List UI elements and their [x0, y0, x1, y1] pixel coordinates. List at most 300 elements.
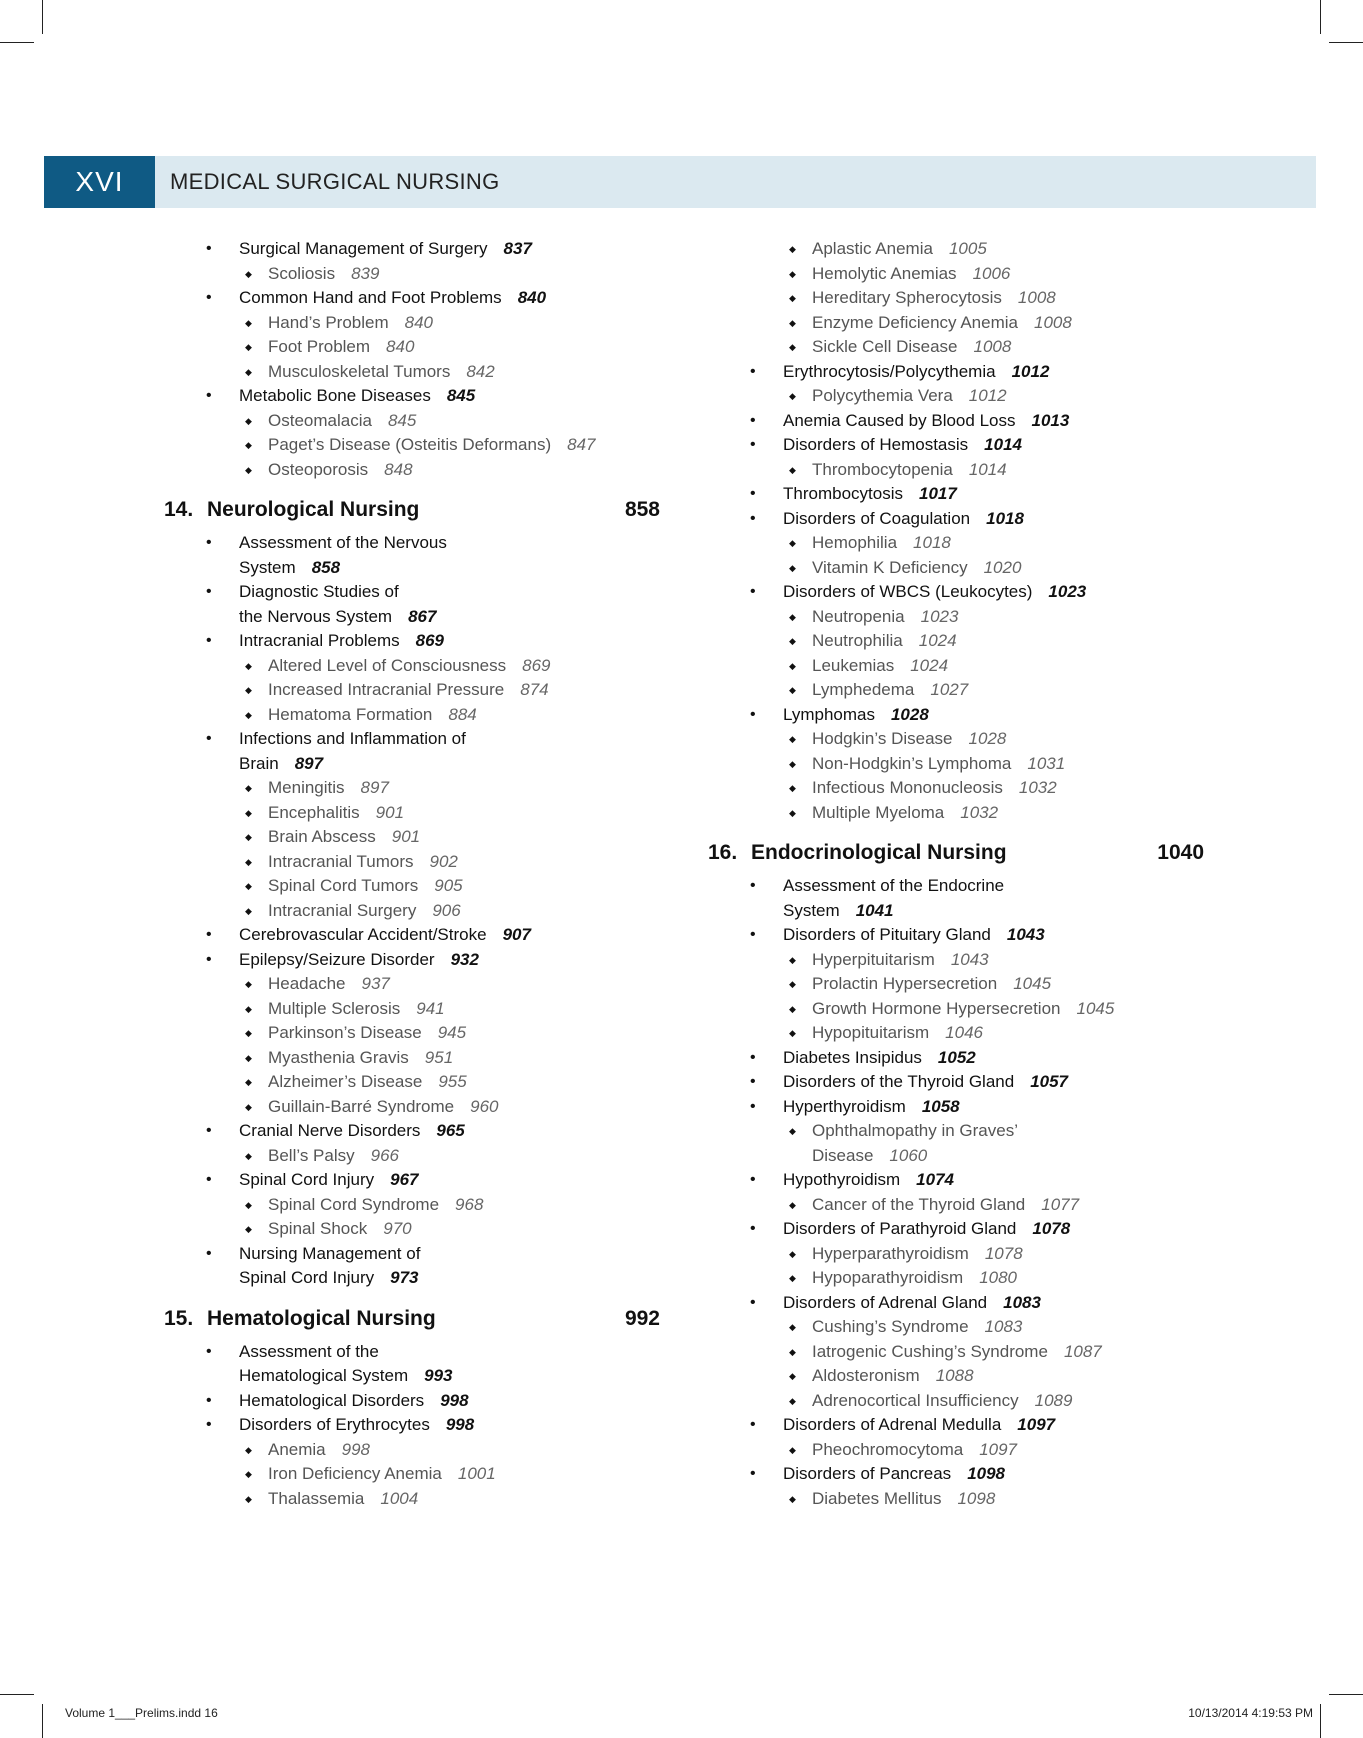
- entry-page: 1024: [910, 655, 949, 675]
- entry-title: Disorders of Pituitary Gland: [783, 925, 991, 944]
- entry-title: Adrenocortical Insufficiency: [812, 1390, 1019, 1410]
- entry-page: 905: [434, 876, 463, 895]
- entry-page: 847: [567, 435, 596, 454]
- entry-page: 970: [383, 1219, 412, 1238]
- toc-entry: [164, 556, 724, 581]
- toc-subentry: [708, 1364, 1268, 1389]
- entry-page: 968: [455, 1194, 484, 1214]
- entry-title: Infectious Mononucleosis: [812, 778, 1003, 797]
- entry-title: Diagnostic Studies of: [239, 582, 399, 601]
- toc-entry: [708, 507, 1268, 532]
- crop-mark: [0, 42, 34, 43]
- entry-title: Hyperthyroidism: [783, 1096, 906, 1116]
- entry-title: Bell’s Palsy: [268, 1145, 355, 1165]
- entry-title: Scoliosis: [268, 263, 336, 283]
- entry-page: 1097: [1017, 1415, 1056, 1434]
- toc-subentry: [708, 1438, 1268, 1463]
- entry-title: Hyperpituitarism: [812, 949, 935, 969]
- toc-subentry: [164, 678, 724, 703]
- crop-mark: [1329, 42, 1363, 43]
- toc-entry: [708, 1217, 1268, 1242]
- entry-title: Thrombocytosis: [783, 484, 903, 503]
- toc-entry: [164, 629, 724, 654]
- entry-title: Disorders of WBCS (Leukocytes): [783, 582, 1033, 601]
- toc-entry: [708, 1046, 1268, 1071]
- entry-title: Neutrophilia: [812, 631, 903, 650]
- entry-title: Musculoskeletal Tumors: [268, 361, 451, 381]
- entry-page: 897: [360, 778, 389, 797]
- entry-page: 955: [438, 1072, 467, 1091]
- entry-title: Thalassemia: [268, 1488, 365, 1508]
- entry-page: 874: [520, 680, 549, 699]
- toc-subentry: [708, 1144, 1268, 1169]
- entry-title: Osteoporosis: [268, 459, 369, 479]
- entry-page: 960: [470, 1096, 499, 1116]
- entry-page: 1077: [1041, 1194, 1080, 1214]
- toc-subentry: [708, 1315, 1268, 1340]
- entry-page: 945: [437, 1023, 467, 1042]
- entry-title: Vitamin K Deficiency: [812, 557, 968, 577]
- entry-title: Intracranial Tumors: [268, 851, 414, 871]
- crop-mark: [42, 0, 43, 34]
- toc-subentry: [708, 997, 1268, 1022]
- entry-page: 966: [370, 1145, 399, 1165]
- entry-title: Cranial Nerve Disorders: [239, 1121, 421, 1140]
- entry-page: 1078: [1032, 1219, 1071, 1238]
- toc-subentry: [708, 776, 1268, 801]
- toc-subentry: [164, 1021, 724, 1046]
- chapter-page: 992: [624, 1306, 660, 1330]
- toc-subentry: [708, 384, 1268, 409]
- entry-page: 1078: [984, 1243, 1023, 1263]
- toc-subentry: [164, 1144, 724, 1169]
- toc-entry: [708, 580, 1268, 605]
- entry-page: 1057: [1030, 1072, 1069, 1091]
- entry-title: Hypothyroidism: [783, 1170, 901, 1189]
- entry-title: Iron Deficiency Anemia: [268, 1464, 442, 1483]
- toc-column-left: [164, 237, 724, 1511]
- chapter-page: 1040: [1157, 841, 1204, 864]
- entry-title: Cushing’s Syndrome: [812, 1317, 969, 1336]
- entry-page: 1001: [457, 1464, 496, 1483]
- entry-page: 1041: [855, 900, 894, 920]
- toc-subentry: [708, 1119, 1268, 1144]
- entry-page: 867: [408, 606, 437, 626]
- running-title: MEDICAL SURGICAL NURSING: [170, 169, 500, 194]
- toc-subentry: [708, 311, 1268, 336]
- entry-title: Myasthenia Gravis: [268, 1047, 409, 1067]
- entry-title: Neutropenia: [812, 606, 905, 626]
- entry-title: Assessment of the Nervous: [239, 533, 447, 552]
- toc-subentry: [164, 409, 724, 434]
- entry-title: Encephalitis: [268, 802, 360, 822]
- toc-subentry: [708, 1487, 1268, 1512]
- entry-page: 1045: [1013, 974, 1052, 993]
- toc-subentry: [164, 1438, 724, 1463]
- file-slug: Volume 1___Prelims.indd 16: [65, 1706, 218, 1720]
- toc-subentry: [164, 1046, 724, 1071]
- toc-subentry: [708, 1193, 1268, 1218]
- toc-subentry: [708, 531, 1268, 556]
- entry-title: Multiple Myeloma: [812, 802, 945, 822]
- toc-entry: [708, 899, 1268, 924]
- toc-subentry: [708, 948, 1268, 973]
- entry-title: Surgical Management of Surgery: [239, 239, 488, 258]
- entry-page: 840: [386, 337, 415, 356]
- entry-page: 869: [522, 655, 551, 675]
- entry-page: 932: [450, 949, 479, 969]
- toc-entry: [164, 286, 724, 311]
- toc-entry: [164, 531, 724, 556]
- entry-page: 1045: [1076, 998, 1115, 1018]
- entry-page: 1020: [983, 557, 1022, 577]
- entry-page: 1089: [1034, 1390, 1073, 1410]
- entry-title: Iatrogenic Cushing’s Syndrome: [812, 1341, 1048, 1361]
- entry-title: Intracranial Problems: [239, 631, 400, 650]
- chapter-heading: [708, 839, 1204, 867]
- crop-mark: [1320, 0, 1321, 34]
- toc-entry: [708, 1168, 1268, 1193]
- entry-title: Disorders of Pancreas: [783, 1464, 952, 1483]
- entry-page: 840: [404, 312, 434, 332]
- entry-title: Hereditary Spherocytosis: [812, 288, 1002, 307]
- entry-page: 1017: [918, 484, 957, 503]
- toc-subentry: [164, 433, 724, 458]
- toc-subentry: [164, 1095, 724, 1120]
- entry-title: System: [239, 557, 296, 577]
- toc-entry: [708, 409, 1268, 434]
- entry-title: Epilepsy/Seizure Disorder: [239, 949, 435, 969]
- entry-page: 1032: [1018, 778, 1057, 797]
- toc-subentry: [164, 360, 724, 385]
- toc-subentry: [708, 629, 1268, 654]
- toc-subentry: [164, 1487, 724, 1512]
- toc-entry: [708, 874, 1268, 899]
- toc-subentry: [164, 1193, 724, 1218]
- entry-page: 1023: [1048, 582, 1087, 601]
- crop-mark: [1329, 1694, 1363, 1695]
- toc-entry: [164, 580, 724, 605]
- toc-entry: [164, 1364, 724, 1389]
- entry-title: Brain: [239, 753, 279, 773]
- entry-title: Hematological Disorders: [239, 1390, 425, 1410]
- entry-title: Non-Hodgkin’s Lymphoma: [812, 753, 1012, 773]
- toc-entry: [164, 948, 724, 973]
- entry-page: 1018: [913, 533, 951, 552]
- toc-subentry: [708, 335, 1268, 360]
- chapter-heading: [164, 1305, 660, 1333]
- toc-entry: [164, 923, 724, 948]
- entry-title: Disorders of Adrenal Medulla: [783, 1415, 1002, 1434]
- toc-subentry: [164, 262, 724, 287]
- toc-subentry: [708, 237, 1268, 262]
- toc-entry: [164, 1168, 724, 1193]
- entry-title: Parkinson’s Disease: [268, 1023, 422, 1042]
- entry-page: 839: [351, 263, 380, 283]
- entry-page: 837: [503, 239, 532, 258]
- entry-title: Alzheimer’s Disease: [268, 1072, 423, 1091]
- entry-title: Ophthalmopathy in Graves’: [812, 1121, 1018, 1140]
- crop-mark: [1320, 1704, 1321, 1738]
- chapter-title: Endocrinological Nursing: [751, 841, 1007, 864]
- entry-page: 1080: [979, 1268, 1018, 1287]
- entry-title: Altered Level of Consciousness: [268, 655, 507, 675]
- entry-title: Infections and Inflammation of: [239, 729, 466, 748]
- entry-page: 1008: [1017, 288, 1056, 307]
- toc-subentry: [164, 899, 724, 924]
- entry-page: 1043: [1006, 925, 1045, 944]
- entry-title: Disorders of Adrenal Gland: [783, 1292, 988, 1312]
- entry-title: Hyperparathyroidism: [812, 1243, 969, 1263]
- entry-title: Metabolic Bone Diseases: [239, 386, 431, 405]
- entry-title: Hematoma Formation: [268, 704, 433, 724]
- entry-title: Disorders of Parathyroid Gland: [783, 1219, 1017, 1238]
- entry-page: 1097: [979, 1439, 1018, 1459]
- chapter-number: 14.: [164, 498, 194, 521]
- entry-title: Polycythemia Vera: [812, 386, 953, 405]
- entry-page: 951: [424, 1047, 454, 1067]
- toc-entry: [164, 727, 724, 752]
- entry-page: 1083: [984, 1317, 1023, 1336]
- entry-title: Spinal Cord Injury: [239, 1268, 375, 1287]
- entry-page: 1043: [950, 949, 989, 969]
- entry-title: Hematological System: [239, 1366, 409, 1385]
- entry-page: 1024: [918, 631, 957, 650]
- entry-page: 1087: [1063, 1341, 1102, 1361]
- toc-subentry: [708, 654, 1268, 679]
- entry-page: 1074: [916, 1170, 954, 1189]
- toc-entry: [164, 1119, 724, 1144]
- toc-subentry: [164, 703, 724, 728]
- entry-title: Spinal Cord Syndrome: [268, 1194, 440, 1214]
- entry-page: 973: [390, 1268, 419, 1287]
- entry-title: Disorders of the Thyroid Gland: [783, 1072, 1015, 1091]
- toc-entry: [164, 1266, 724, 1291]
- toc-subentry: [708, 1266, 1268, 1291]
- entry-title: Diabetes Mellitus: [812, 1488, 942, 1508]
- toc-subentry: [708, 1021, 1268, 1046]
- toc-entry: [164, 1389, 724, 1414]
- toc-subentry: [164, 825, 724, 850]
- entry-page: 840: [517, 288, 547, 307]
- toc-subentry: [164, 997, 724, 1022]
- toc-subentry: [708, 286, 1268, 311]
- entry-page: 848: [384, 459, 413, 479]
- chapter-number: 16.: [708, 841, 738, 864]
- entry-page: 907: [502, 925, 531, 944]
- entry-page: 1046: [945, 1023, 983, 1042]
- entry-page: 1008: [973, 337, 1012, 356]
- toc-subentry: [708, 556, 1268, 581]
- entry-page: 1088: [935, 1366, 974, 1385]
- toc-subentry: [164, 874, 724, 899]
- entry-page: 902: [429, 851, 458, 871]
- entry-title: Hemophilia: [812, 533, 898, 552]
- entry-title: Thrombocytopenia: [812, 459, 953, 479]
- chapter-page: 858: [624, 498, 660, 521]
- page-folio: XVI: [44, 156, 155, 208]
- entry-page: 937: [361, 974, 390, 993]
- entry-page: 842: [466, 361, 495, 381]
- entry-title: Brain Abscess: [268, 827, 376, 846]
- toc-column-right: [708, 237, 1268, 1511]
- entry-page: 1031: [1027, 753, 1066, 773]
- toc-entry: [708, 433, 1268, 458]
- toc-subentry: [164, 1462, 724, 1487]
- entry-page: 1027: [930, 680, 969, 699]
- toc-subentry: [708, 972, 1268, 997]
- entry-title: Growth Hormone Hypersecretion: [812, 998, 1061, 1018]
- entry-title: Pheochromocytoma: [812, 1439, 964, 1459]
- entry-page: 884: [448, 704, 477, 724]
- entry-title: Lymphomas: [783, 704, 875, 724]
- toc-subentry: [708, 262, 1268, 287]
- toc-entry: [164, 1242, 724, 1267]
- toc-subentry: [164, 972, 724, 997]
- crop-mark: [42, 1704, 43, 1738]
- toc-subentry: [708, 1389, 1268, 1414]
- entry-page: 845: [446, 386, 476, 405]
- entry-title: Assessment of the: [239, 1341, 379, 1361]
- toc-subentry: [708, 752, 1268, 777]
- toc-entry: [708, 923, 1268, 948]
- entry-page: 1098: [967, 1464, 1006, 1483]
- entry-page: 1028: [890, 704, 929, 724]
- entry-page: 1023: [920, 606, 959, 626]
- entry-title: Disease: [812, 1145, 874, 1165]
- entry-page: 1004: [380, 1488, 419, 1508]
- toc-entry: [708, 1462, 1268, 1487]
- toc-subentry: [164, 801, 724, 826]
- toc-subentry: [164, 850, 724, 875]
- entry-title: Disorders of Hemostasis: [783, 435, 969, 454]
- entry-page: 967: [390, 1170, 419, 1189]
- crop-mark: [0, 1694, 34, 1695]
- toc-entry: [164, 384, 724, 409]
- entry-page: 1006: [972, 263, 1011, 283]
- toc-subentry: [164, 335, 724, 360]
- entry-title: Anemia: [268, 1439, 326, 1459]
- entry-page: 1058: [921, 1096, 960, 1116]
- entry-page: 1052: [937, 1047, 976, 1067]
- entry-title: Spinal Cord Tumors: [268, 876, 419, 895]
- entry-page: 901: [375, 802, 405, 822]
- entry-page: 906: [432, 900, 461, 920]
- toc-subentry: [164, 1070, 724, 1095]
- entry-title: Spinal Cord Injury: [239, 1170, 375, 1189]
- entry-page: 965: [436, 1121, 465, 1140]
- toc-subentry: [708, 1340, 1268, 1365]
- entry-title: Hand’s Problem: [268, 312, 389, 332]
- entry-title: Disorders of Coagulation: [783, 508, 971, 528]
- toc-entry: [164, 605, 724, 630]
- entry-page: 1098: [957, 1488, 996, 1508]
- entry-title: Headache: [268, 974, 346, 993]
- entry-page: 869: [415, 631, 444, 650]
- toc-subentry: [164, 654, 724, 679]
- toc-entry: [164, 1340, 724, 1365]
- entry-title: Paget’s Disease (Osteitis Deformans): [268, 435, 552, 454]
- entry-page: 1012: [1011, 361, 1050, 381]
- toc-subentry: [164, 1217, 724, 1242]
- entry-page: 1014: [968, 459, 1007, 479]
- entry-page: 897: [294, 753, 324, 773]
- entry-title: System: [783, 900, 840, 920]
- entry-page: 993: [424, 1366, 453, 1385]
- toc-entry: [708, 360, 1268, 385]
- entry-title: Intracranial Surgery: [268, 900, 417, 920]
- entry-title: Sickle Cell Disease: [812, 337, 958, 356]
- chapter-title: Neurological Nursing: [207, 498, 420, 521]
- entry-title: Lymphedema: [812, 680, 915, 699]
- entry-title: Enzyme Deficiency Anemia: [812, 312, 1018, 332]
- entry-page: 901: [391, 827, 421, 846]
- toc-subentry: [708, 605, 1268, 630]
- entry-title: Erythrocytosis/Polycythemia: [783, 361, 996, 381]
- toc-entry: [708, 1291, 1268, 1316]
- entry-title: Cerebrovascular Accident/Stroke: [239, 925, 487, 944]
- entry-page: 1013: [1031, 410, 1070, 430]
- toc-entry: [708, 1095, 1268, 1120]
- entry-title: Aldosteronism: [812, 1366, 920, 1385]
- chapter-number: 15.: [164, 1306, 194, 1330]
- entry-title: Assessment of the Endocrine: [783, 876, 1005, 895]
- toc-entry: [708, 1070, 1268, 1095]
- toc-subentry: [708, 1242, 1268, 1267]
- entry-title: Aplastic Anemia: [812, 239, 933, 258]
- toc-entry: [708, 482, 1268, 507]
- entry-title: Diabetes Insipidus: [783, 1047, 922, 1067]
- toc-entry: [708, 703, 1268, 728]
- entry-title: the Nervous System: [239, 606, 393, 626]
- entry-title: Prolactin Hypersecretion: [812, 974, 998, 993]
- entry-page: 998: [341, 1439, 371, 1459]
- toc-entry: [164, 1413, 724, 1438]
- entry-title: Nursing Management of: [239, 1243, 421, 1263]
- entry-title: Spinal Shock: [268, 1219, 368, 1238]
- entry-page: 1018: [986, 508, 1024, 528]
- entry-title: Foot Problem: [268, 337, 371, 356]
- toc-entry: [164, 237, 724, 262]
- entry-title: Osteomalacia: [268, 410, 372, 430]
- entry-page: 1028: [968, 729, 1007, 748]
- toc-entry: [708, 1413, 1268, 1438]
- toc-entry: [164, 752, 724, 777]
- entry-title: Multiple Sclerosis: [268, 998, 401, 1018]
- entry-page: 998: [440, 1390, 469, 1410]
- chapter-heading: [164, 496, 660, 524]
- chapter-title: Hematological Nursing: [207, 1306, 436, 1330]
- toc-subentry: [164, 458, 724, 483]
- entry-page: 1032: [960, 802, 999, 822]
- toc-subentry: [708, 727, 1268, 752]
- entry-title: Common Hand and Foot Problems: [239, 288, 502, 307]
- entry-title: Hypoparathyroidism: [812, 1268, 964, 1287]
- entry-page: 1008: [1033, 312, 1072, 332]
- toc-subentry: [164, 776, 724, 801]
- toc-subentry: [164, 311, 724, 336]
- entry-page: 1083: [1003, 1292, 1041, 1312]
- timestamp-slug: 10/13/2014 4:19:53 PM: [1188, 1706, 1313, 1720]
- entry-title: Anemia Caused by Blood Loss: [783, 410, 1016, 430]
- entry-title: Hodgkin’s Disease: [812, 729, 953, 748]
- entry-title: Hemolytic Anemias: [812, 263, 957, 283]
- entry-title: Leukemias: [812, 655, 895, 675]
- entry-page: 1012: [968, 386, 1007, 405]
- toc-subentry: [708, 801, 1268, 826]
- entry-page: 1060: [889, 1145, 928, 1165]
- entry-page: 845: [387, 410, 417, 430]
